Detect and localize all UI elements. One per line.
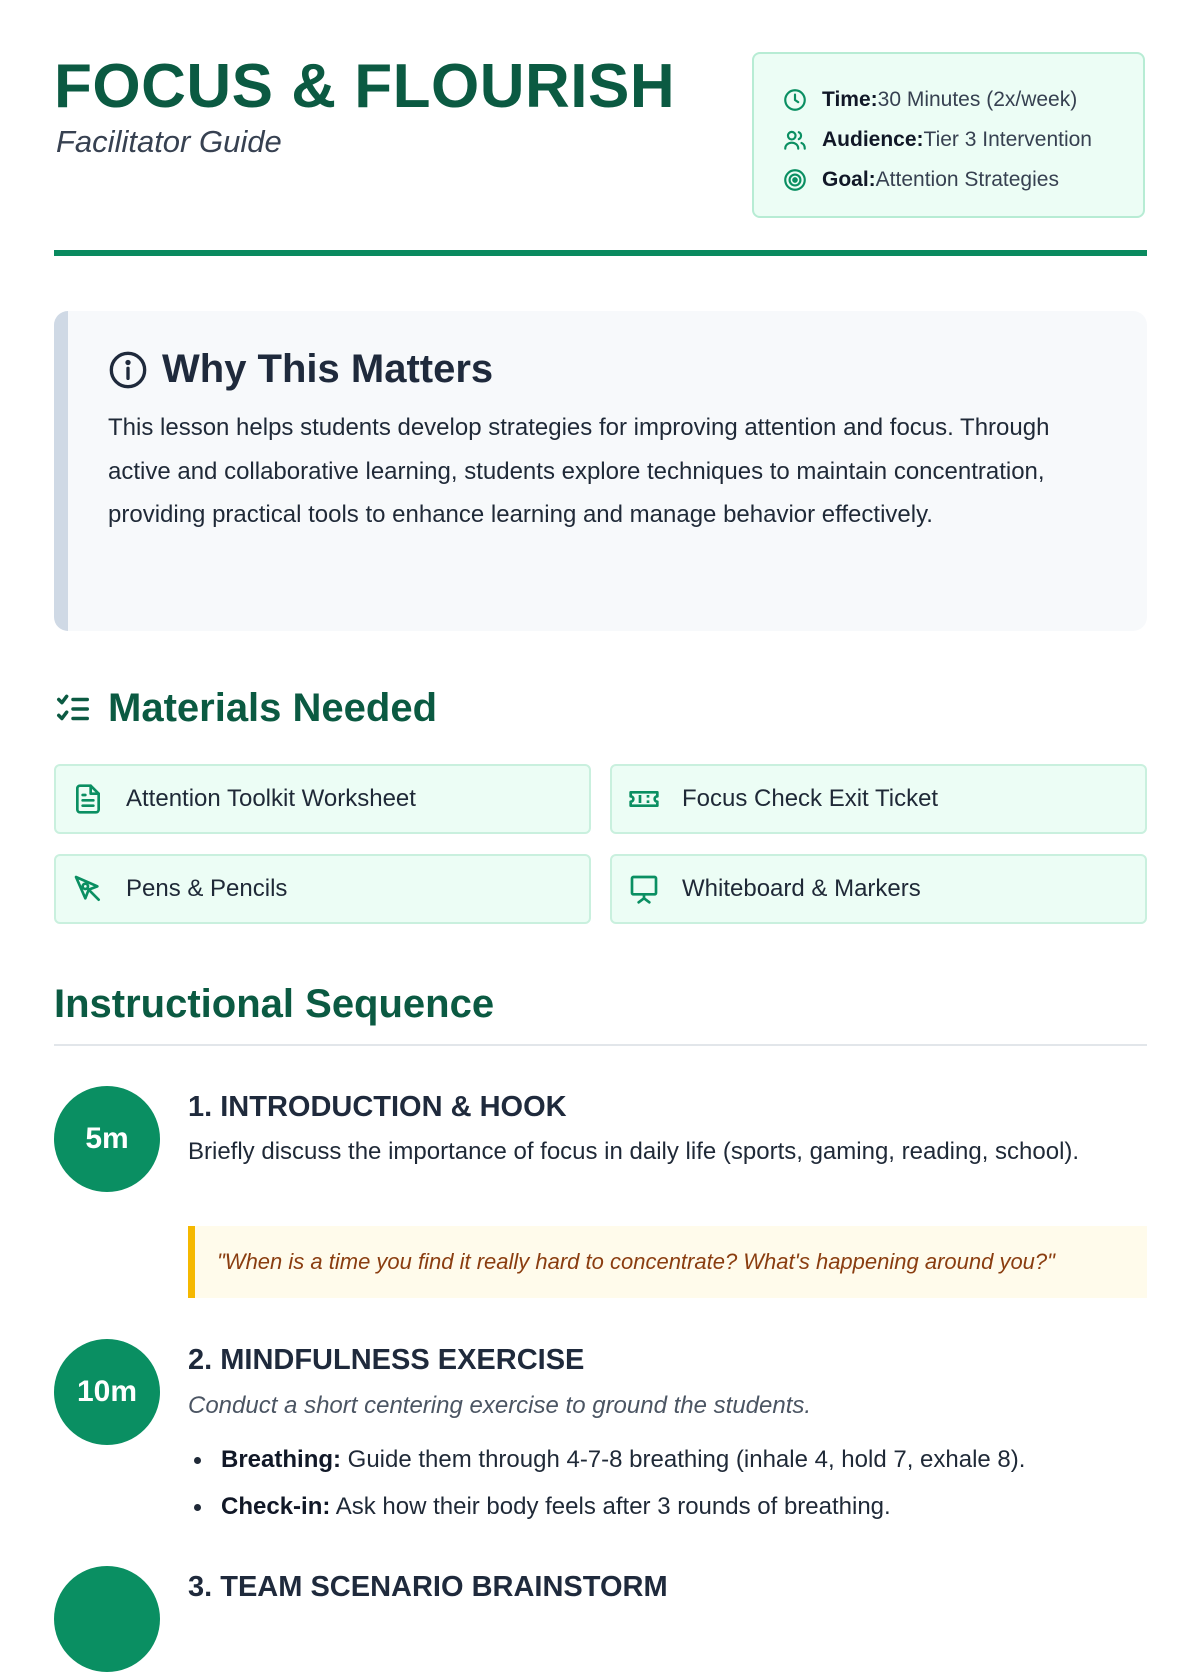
why-this-matters-card — [54, 311, 1147, 631]
prompt-quote-text: "When is a time you find it really hard to concentrate? What's happening around you?" — [217, 1249, 1055, 1274]
presentation-board-icon — [628, 873, 660, 905]
header-divider — [54, 250, 1147, 256]
prompt-quote — [188, 1226, 1147, 1298]
step-description: Briefly discuss the importance of focus in daily life (sports, gaming, reading, school). — [188, 1138, 1080, 1165]
sequence-divider — [54, 1044, 1147, 1046]
meta-goal-label: Goal: — [822, 168, 876, 191]
bullet-text: Guide them through 4-7-8 breathing (inhale 4, hold 7, exhale 8). — [341, 1446, 1026, 1473]
ticket-icon — [628, 783, 660, 815]
material-label: Attention Toolkit Worksheet — [126, 785, 416, 812]
header — [54, 52, 1147, 242]
meta-audience — [782, 120, 1115, 160]
why-this-matters-title: Why This Matters — [162, 347, 494, 391]
meta-time-value: 30 Minutes (2x/week) — [877, 88, 1078, 111]
materials-title: Materials Needed — [108, 686, 438, 730]
step-time-badge — [54, 1566, 160, 1672]
users-icon — [782, 127, 808, 153]
material-label: Pens & Pencils — [126, 875, 288, 902]
material-item — [610, 764, 1147, 834]
meta-goal-value: Attention Strategies — [875, 168, 1059, 191]
clock-icon — [782, 87, 808, 113]
meta-time — [782, 80, 1115, 120]
step-bullet — [188, 1436, 1025, 1483]
step-bullet-list — [188, 1436, 1025, 1530]
material-label: Focus Check Exit Ticket — [682, 785, 939, 812]
step-bullet — [188, 1483, 1025, 1530]
pen-icon — [72, 873, 104, 905]
bullet-label: Check-in: — [221, 1493, 331, 1520]
why-this-matters-heading — [108, 347, 1107, 392]
page-title: FOCUS & FLOURISH — [54, 52, 676, 121]
info-icon — [108, 350, 148, 390]
material-item — [54, 764, 591, 834]
document-icon — [72, 783, 104, 815]
material-item — [610, 854, 1147, 924]
bullet-text: Ask how their body feels after 3 rounds of breathing. — [330, 1493, 891, 1520]
meta-time-label: Time: — [822, 88, 878, 111]
step-time-badge: 10m — [54, 1339, 160, 1445]
step-description: Conduct a short centering exercise to ground the students. — [188, 1392, 812, 1419]
why-this-matters-body: This lesson helps students develop strategies for improving attention and focus. Through active and collaborative learning, students explore techniques to maintain concentration, providing practical tools to enhance learning and manage behavior effectively. — [108, 414, 1050, 528]
step-heading: 3. TEAM SCENARIO BRAINSTORM — [188, 1571, 668, 1603]
step-time-badge: 5m — [54, 1086, 160, 1192]
page-subtitle: Facilitator Guide — [56, 124, 282, 159]
meta-goal — [782, 160, 1115, 200]
materials-heading — [54, 686, 437, 731]
step-heading: 2. MINDFULNESS EXERCISE — [188, 1344, 585, 1376]
step-heading: 1. INTRODUCTION & HOOK — [188, 1091, 567, 1123]
meta-audience-value: Tier 3 Intervention — [923, 128, 1092, 151]
meta-audience-label: Audience: — [822, 128, 924, 151]
meta-card — [752, 52, 1145, 218]
sequence-title: Instructional Sequence — [54, 982, 495, 1026]
checklist-icon — [54, 690, 92, 728]
bullet-label: Breathing: — [221, 1446, 341, 1473]
material-label: Whiteboard & Markers — [682, 875, 921, 902]
target-icon — [782, 167, 808, 193]
material-item — [54, 854, 591, 924]
